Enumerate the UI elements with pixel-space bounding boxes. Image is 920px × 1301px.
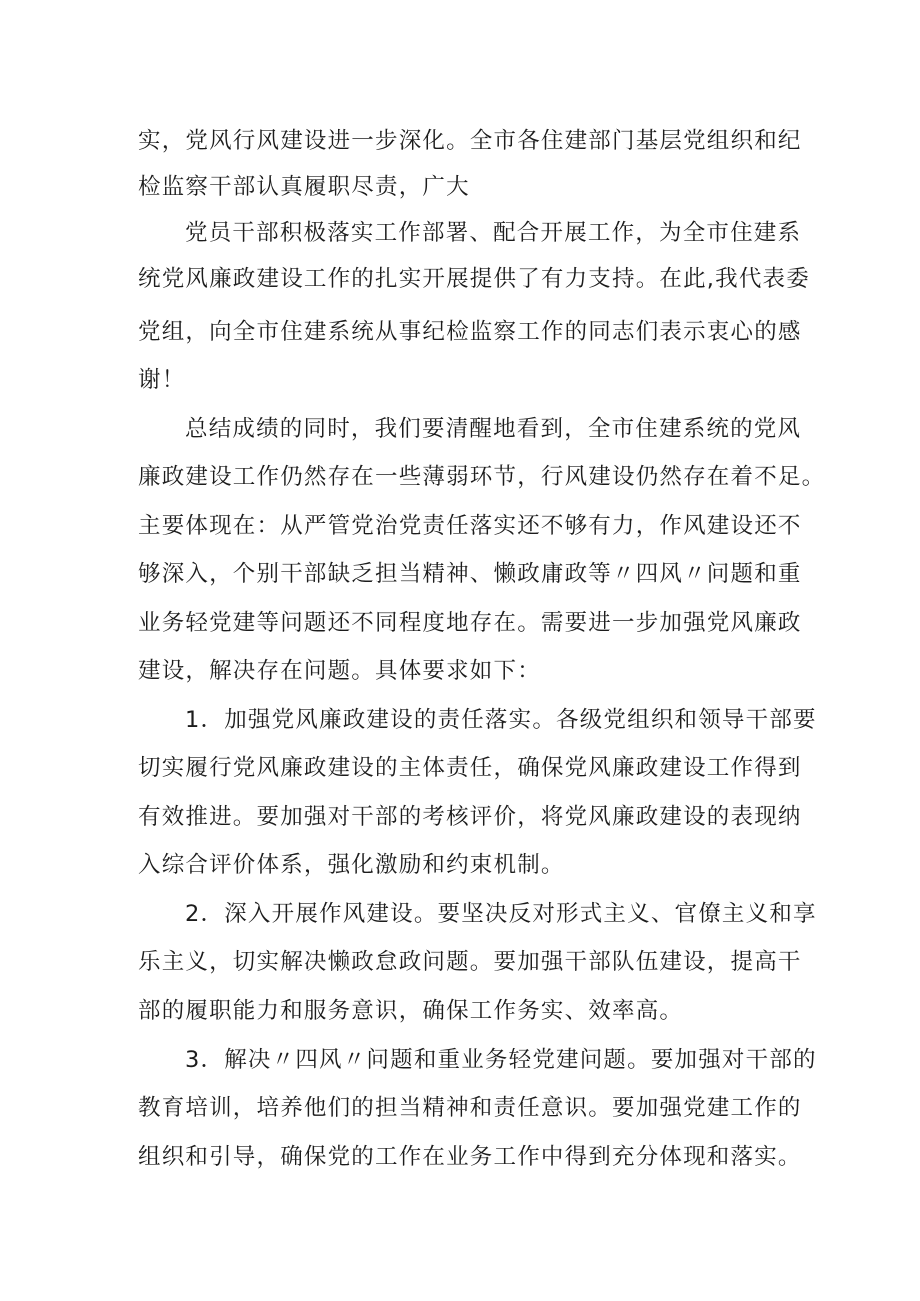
numbered-item-2: 2．深入开展作风建设。要坚决反对形式主义、官僚主义和享 [185, 901, 817, 927]
text-line: 统党风廉政建设工作的扎实开展提供了有力支持。在此,我代表委 [138, 266, 810, 292]
text-line: 主要体现在：从严管党治党责任落实还不够有力，作风建设还不 [138, 513, 802, 539]
numbered-item-3: 3．解决〃四风〃问题和重业务轻党建问题。要加强对干部的 [185, 1047, 817, 1073]
numbered-item-1: 1．加强党风廉政建设的责任落实。各级党组织和领导干部要 [185, 707, 817, 733]
text-line: 检监察干部认真履职尽责，广大 [138, 174, 470, 200]
text-line: 建设，解决存在问题。具体要求如下： [138, 658, 541, 684]
text-line: 教育培训，培养他们的担当精神和责任意识。要加强党建工作的 [138, 1095, 802, 1121]
paragraph-first-line: 党员干部积极落实工作部署、配合开展工作，为全市住建系 [185, 220, 802, 246]
text-line: 业务轻党建等问题还不同程度地存在。需要进一步加强党风廉政 [138, 610, 802, 636]
text-line: 切实履行党风廉政建设的主体责任，确保党风廉政建设工作得到 [138, 755, 802, 781]
text-line: 够深入，个别干部缺乏担当精神、懒政庸政等〃四风〃问题和重 [138, 561, 802, 587]
text-line: 入综合评价体系，强化激励和约束机制。 [138, 852, 565, 878]
text-line: 实，党风行风建设进一步深化。全市各住建部门基层党组织和纪 [138, 128, 802, 154]
text-line: 有效推进。要加强对干部的考核评价，将党风廉政建设的表现纳 [138, 804, 802, 830]
text-line: 组织和引导，确保党的工作在业务工作中得到充分体现和落实。 [138, 1144, 802, 1170]
text-line: 部的履职能力和服务意识，确保工作务实、效率高。 [138, 998, 684, 1024]
text-line: 廉政建设工作仍然存在一些薄弱环节，行风建设仍然存在着不足。 [138, 464, 826, 490]
text-line: 乐主义，切实解决懒政怠政问题。要加强干部队伍建设，提高干 [138, 949, 802, 975]
text-line: 党组，向全市住建系统从事纪检监察工作的同志们表示衷心的感 [138, 319, 802, 345]
text-line: 谢！ [138, 367, 186, 393]
paragraph-first-line: 总结成绩的同时，我们要清醒地看到，全市住建系统的党风 [185, 416, 802, 442]
